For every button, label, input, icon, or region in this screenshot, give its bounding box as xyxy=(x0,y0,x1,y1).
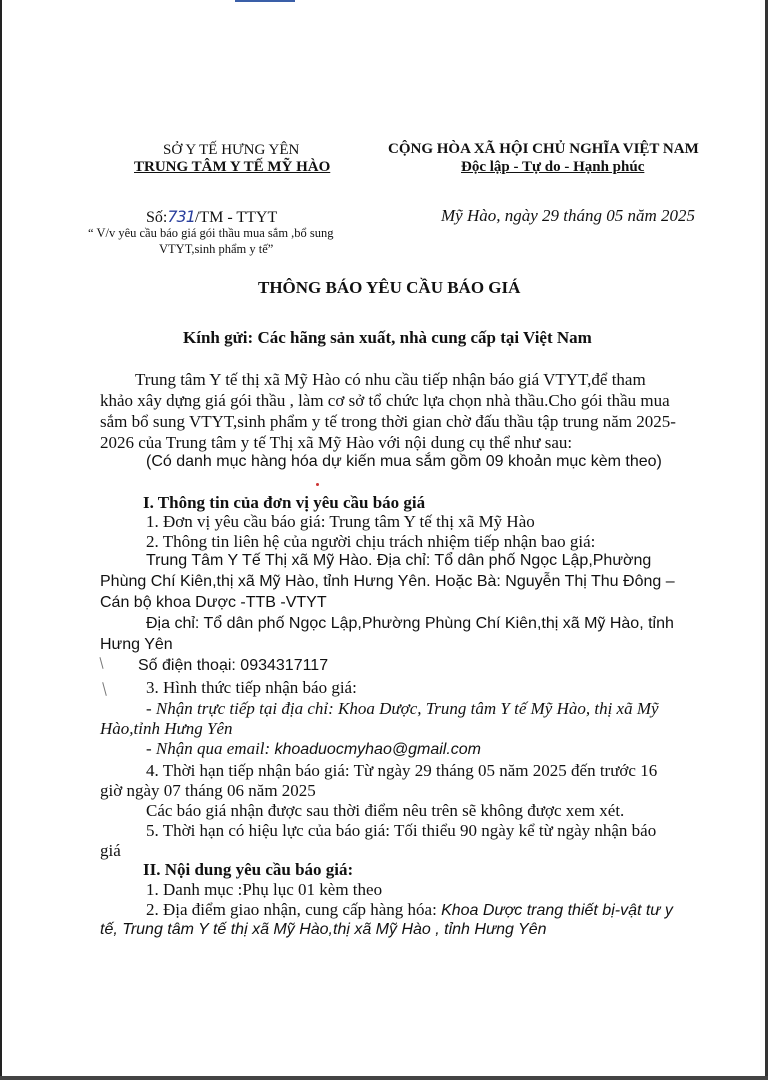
contact-line-2: Phùng Chí Kiên,thị xã Mỹ Hào, tỉnh Hưng Yên. Hoặc Bà: Nguyễn Thị Thu Đông – xyxy=(100,573,675,590)
email-line xyxy=(146,739,481,759)
organization-name: TRUNG TÂM Y TẾ MỸ HÀO xyxy=(134,159,331,175)
address-line-2: Hưng Yên xyxy=(100,636,173,653)
scan-top-mark xyxy=(235,0,295,2)
scan-border-left xyxy=(0,0,2,1080)
intro-line-2: khảo xây dựng giá gói thầu , làm cơ sở tổ chức lựa chọn nhà thầu.Cho gói thầu mua xyxy=(100,391,670,410)
section-1-heading: I. Thông tin của đơn vị yêu cầu báo giá xyxy=(143,493,426,512)
section-2-item-1: 1. Danh mục :Phụ lục 01 kèm theo xyxy=(146,880,383,899)
date-line: Mỹ Hào, ngày 29 tháng 05 năm 2025 xyxy=(441,206,696,225)
email-address[interactable]: khoaduocmyhao@gmail.com xyxy=(274,741,481,758)
email-label: - Nhận qua email: xyxy=(146,739,275,758)
section-1-item-5-line-2: giá xyxy=(100,841,121,860)
document-title: THÔNG BÁO YÊU CẦU BÁO GIÁ xyxy=(258,278,521,297)
margin-tick xyxy=(102,682,107,696)
contact-line-3: Cán bộ khoa Dược -TTB -VTYT xyxy=(100,594,327,611)
section-2-item-2-line-2: tế, Trung tâm Y tế thị xã Mỹ Hào,thị xã Mỹ Hào , tỉnh Hưng Yên xyxy=(100,921,547,938)
doc-number-handwritten: 731 xyxy=(167,207,195,226)
direct-delivery-line-1: - Nhận trực tiếp tại địa chỉ: Khoa Dược, Trung tâm Y tế Mỹ Hào, thị xã Mỹ xyxy=(146,699,659,718)
doc-number-suffix: /TM - TTYT xyxy=(194,209,278,226)
delivery-location-value: Khoa Dược trang thiết bị-vật tư y xyxy=(441,902,673,919)
section-2-heading: II. Nội dung yêu cầu báo giá: xyxy=(143,860,354,879)
intro-line-5: (Có danh mục hàng hóa dự kiến mua sắm gồm 09 khoản mục kèm theo) xyxy=(146,453,662,470)
country-name: CỘNG HÒA XÃ HỘI CHỦ NGHĨA VIỆT NAM xyxy=(388,141,699,157)
section-1-item-4-line-1: 4. Thời hạn tiếp nhận báo giá: Từ ngày 29 tháng 05 năm 2025 đến trước 16 xyxy=(146,761,658,780)
section-1-item-1: 1. Đơn vị yêu cầu báo giá: Trung tâm Y tế thị xã Mỹ Hào xyxy=(146,512,535,531)
phone-line: Số điện thoại: 0934317117 xyxy=(138,657,329,674)
direct-delivery-line-2: Hào,tỉnh Hưng Yên xyxy=(100,719,233,738)
section-1-item-4-line-2: giờ ngày 07 tháng 06 năm 2025 xyxy=(100,781,316,800)
address-line-1: Địa chỉ: Tổ dân phố Ngọc Lập,Phường Phùng Chí Kiên,thị xã Mỹ Hào, tỉnh xyxy=(146,615,674,632)
section-1-item-2: 2. Thông tin liên hệ của người chịu trách nhiệm tiếp nhận bao giá: xyxy=(146,532,596,551)
contact-line-1: Trung Tâm Y Tế Thị xã Mỹ Hào. Địa chỉ: Tổ dân phố Ngọc Lập,Phường xyxy=(146,552,652,569)
doc-number-prefix: Số: xyxy=(146,209,168,226)
section-1-item-3: 3. Hình thức tiếp nhận báo giá: xyxy=(146,678,357,697)
national-motto: Độc lập - Tự do - Hạnh phúc xyxy=(461,159,645,175)
recipient-line: Kính gửi: Các hãng sản xuất, nhà cung cấp tại Việt Nam xyxy=(183,328,592,347)
subject-line-1: “ V/v yêu cầu báo giá gói thầu mua sắm ,bổ sung xyxy=(88,226,334,240)
document-number xyxy=(146,207,277,227)
intro-line-3: sắm bổ sung VTYT,sinh phẩm y tế trong thời gian chờ đấu thầu tập trung năm 2025- xyxy=(100,412,676,431)
section-1-item-5-line-1: 5. Thời hạn có hiệu lực của báo giá: Tối thiểu 90 ngày kể từ ngày nhận báo xyxy=(146,821,657,840)
subject-line-2: VTYT,sinh phẩm y tế” xyxy=(159,242,274,256)
intro-line-4: 2026 của Trung tâm y tế Thị xã Mỹ Hào với nội dung cụ thể như sau: xyxy=(100,433,573,452)
delivery-location-label: 2. Địa điểm giao nhận, cung cấp hàng hóa: xyxy=(146,900,442,919)
section-1-item-4-note: Các báo giá nhận được sau thời điểm nêu trên sẽ không được xem xét. xyxy=(146,801,625,820)
scan-border-bottom xyxy=(0,1076,768,1080)
margin-tick xyxy=(99,657,103,669)
section-2-item-2-line-1 xyxy=(146,900,673,920)
ministry-name: SỞ Y TẾ HƯNG YÊN xyxy=(163,142,300,158)
intro-line-1: Trung tâm Y tế thị xã Mỹ Hào có nhu cầu tiếp nhận báo giá VTYT,để tham xyxy=(135,370,646,389)
ink-dot xyxy=(316,483,319,486)
